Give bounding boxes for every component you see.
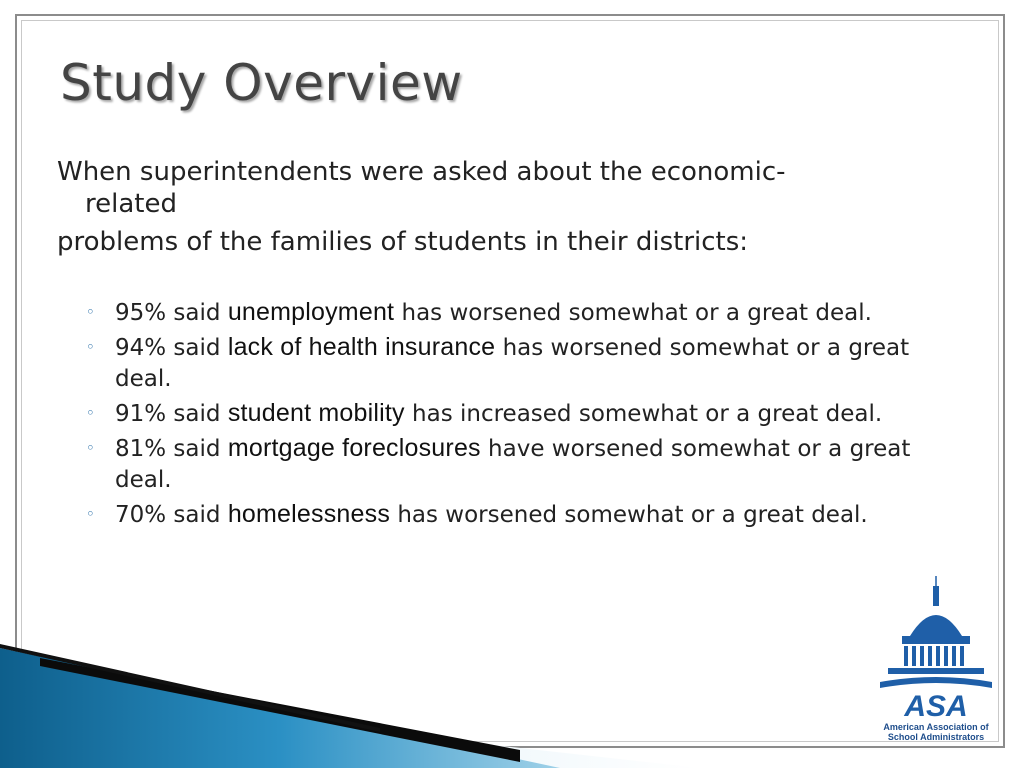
- decorative-stripes: [0, 630, 700, 768]
- findings-list: [86, 297, 966, 534]
- bullet-circle-icon: ◦: [86, 439, 95, 457]
- bullet-emphasis: student mobility: [227, 399, 405, 427]
- bullet-suffix: has worsened somewhat or a great deal.: [394, 300, 872, 326]
- bullet-emphasis: mortgage foreclosures: [227, 434, 481, 462]
- intro-line-2: problems of the families of students in their districts:: [57, 227, 749, 257]
- bullet-circle-icon: ◦: [86, 505, 95, 523]
- list-item: [86, 499, 966, 531]
- list-item: [86, 297, 966, 329]
- intro-line-1: When superintendents were asked about the economic-: [57, 157, 786, 187]
- bullet-emphasis: unemployment: [227, 298, 395, 326]
- bullet-circle-icon: ◦: [86, 338, 95, 356]
- logo-name-line-2: School Administrators: [887, 732, 985, 742]
- slide-title: Study Overview: [60, 54, 463, 112]
- bullet-prefix: 70% said: [115, 502, 228, 528]
- bullet-suffix: has increased somewhat or a great deal.: [404, 401, 883, 427]
- bullet-suffix: has worsened somewhat or a great deal.: [115, 335, 910, 392]
- bullet-prefix: 81% said: [115, 436, 228, 462]
- logo-monogram: ASA: [904, 690, 968, 723]
- bullet-suffix: have worsened somewhat or a great deal.: [115, 436, 911, 493]
- list-item: [86, 332, 966, 395]
- logo-name-line-1: American Association of: [883, 722, 989, 732]
- bullet-prefix: 94% said: [115, 335, 228, 361]
- bullet-circle-icon: ◦: [86, 303, 95, 321]
- bullet-emphasis: lack of health insurance: [227, 333, 496, 361]
- intro-text: [57, 156, 917, 258]
- bullet-circle-icon: ◦: [86, 404, 95, 422]
- bullet-prefix: 91% said: [115, 401, 228, 427]
- logo-name: [876, 722, 996, 742]
- list-item: [86, 433, 966, 496]
- bullet-prefix: 95% said: [115, 300, 228, 326]
- intro-line-1-continued: related: [85, 189, 177, 219]
- bullet-emphasis: homelessness: [227, 500, 391, 528]
- list-item: [86, 398, 966, 430]
- bullet-suffix: has worsened somewhat or a great deal.: [390, 502, 868, 528]
